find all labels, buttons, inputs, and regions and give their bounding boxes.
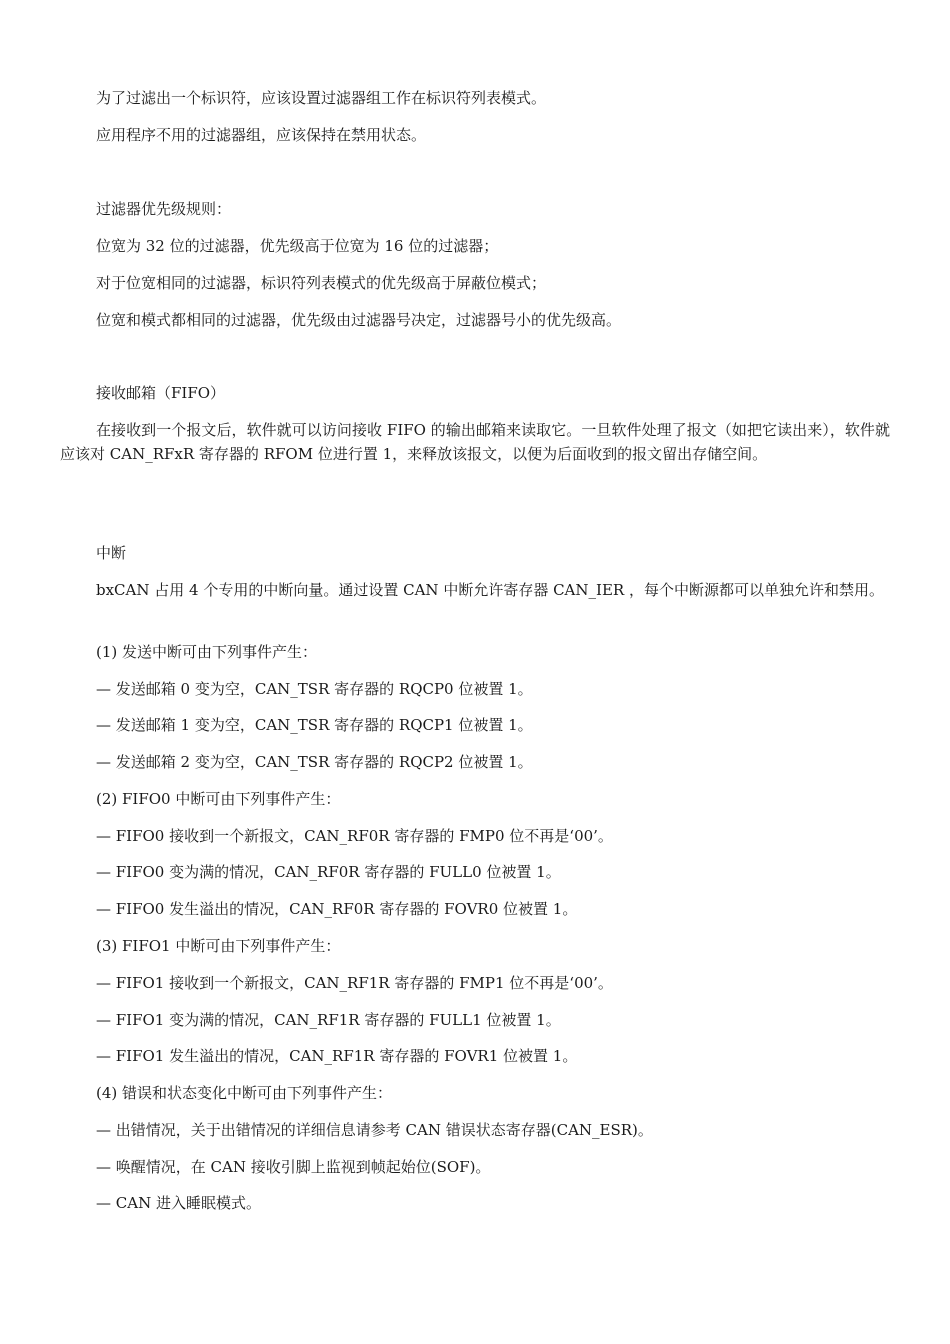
tx-interrupt-item-1: — 发送邮箱 0 变为空，CAN_TSR 寄存器的 RQCP0 位被置 1。 <box>96 680 533 698</box>
error-interrupt-item-1: — 出错情况，关于出错情况的详细信息请参考 CAN 错误状态寄存器(CAN_ESR)。 <box>96 1121 653 1139</box>
fifo1-interrupt-heading: (3) FIFO1 中断可由下列事件产生： <box>96 937 341 955</box>
paragraph-unused-filters: 应用程序不用的过滤器组，应该保持在禁用状态。 <box>96 126 427 144</box>
receive-mailbox-heading: 接收邮箱（FIFO） <box>96 384 226 402</box>
fifo0-interrupt-heading: (2) FIFO0 中断可由下列事件产生： <box>96 790 341 808</box>
filter-priority-heading: 过滤器优先级规则： <box>96 200 232 218</box>
interrupt-intro-paragraph: bxCAN 占用 4 个专用的中断向量。通过设置 CAN 中断允许寄存器 CAN_IER ，每个中断源都可以单独允许和禁用。 <box>96 581 884 599</box>
fifo1-interrupt-item-3: — FIFO1 发生溢出的情况，CAN_RF1R 寄存器的 FOVR1 位被置 1。 <box>96 1047 578 1065</box>
fifo1-interrupt-item-2: — FIFO1 变为满的情况，CAN_RF1R 寄存器的 FULL1 位被置 1。 <box>96 1011 561 1029</box>
paragraph-filter-list-mode: 为了过滤出一个标识符，应该设置过滤器组工作在标识符列表模式。 <box>96 89 547 107</box>
filter-priority-rule-1: 位宽为 32 位的过滤器，优先级高于位宽为 16 位的过滤器； <box>96 237 499 255</box>
tx-interrupt-item-3: — 发送邮箱 2 变为空，CAN_TSR 寄存器的 RQCP2 位被置 1。 <box>96 753 533 771</box>
fifo0-interrupt-item-3: — FIFO0 发生溢出的情况，CAN_RF0R 寄存器的 FOVR0 位被置 1。 <box>96 900 578 918</box>
filter-priority-rule-2: 对于位宽相同的过滤器，标识符列表模式的优先级高于屏蔽位模式； <box>96 274 547 292</box>
error-interrupt-heading: (4) 错误和状态变化中断可由下列事件产生： <box>96 1084 393 1102</box>
interrupt-heading: 中断 <box>96 544 127 562</box>
fifo0-interrupt-item-1: — FIFO0 接收到一个新报文，CAN_RF0R 寄存器的 FMP0 位不再是‘00’。 <box>96 827 613 845</box>
error-interrupt-item-3: — CAN 进入睡眠模式。 <box>96 1194 261 1212</box>
tx-interrupt-item-2: — 发送邮箱 1 变为空，CAN_TSR 寄存器的 RQCP1 位被置 1。 <box>96 716 533 734</box>
filter-priority-rule-3: 位宽和模式都相同的过滤器，优先级由过滤器号决定，过滤器号小的优先级高。 <box>96 311 622 329</box>
fifo1-interrupt-item-1: — FIFO1 接收到一个新报文，CAN_RF1R 寄存器的 FMP1 位不再是‘00’。 <box>96 974 613 992</box>
receive-mailbox-paragraph: 在接收到一个报文后，软件就可以访问接收 FIFO 的输出邮箱来读取它。一旦软件处理了报文（如把它读出来），软件就应该对 CAN_RFxR 寄存器的 RFOM 位进行置 1，来释放该报文，以便为后面收到的报文留出存储空间。 <box>60 421 890 463</box>
fifo0-interrupt-item-2: — FIFO0 变为满的情况，CAN_RF0R 寄存器的 FULL0 位被置 1。 <box>96 863 561 881</box>
tx-interrupt-heading: (1) 发送中断可由下列事件产生： <box>96 643 318 661</box>
error-interrupt-item-2: — 唤醒情况，在 CAN 接收引脚上监视到帧起始位(SOF)。 <box>96 1158 491 1176</box>
